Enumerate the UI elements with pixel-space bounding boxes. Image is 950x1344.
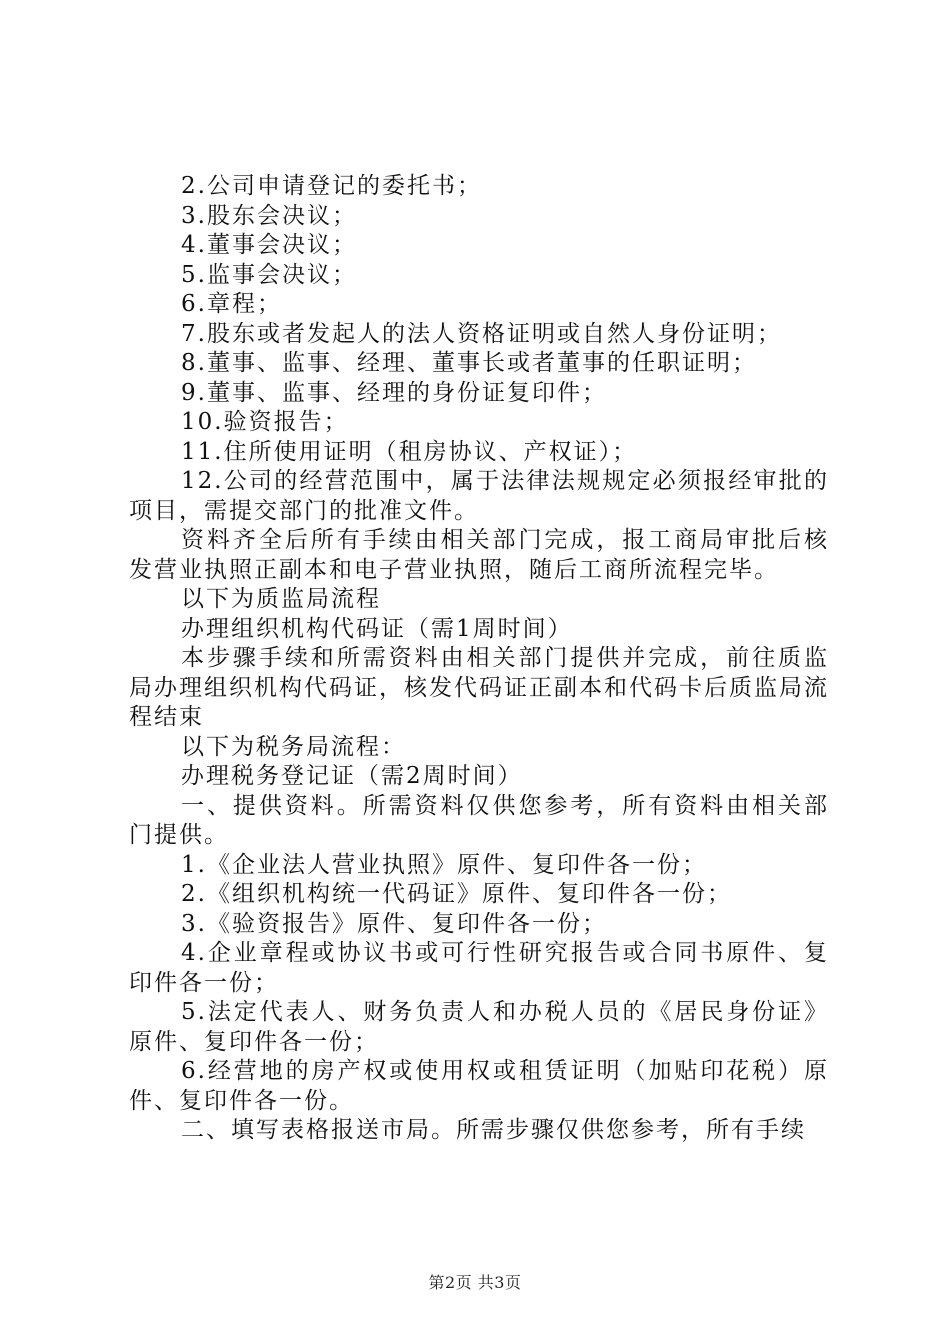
document-body	[129, 172, 829, 1146]
paragraph: 二、填写表格报送市局。所需步骤仅供您参考，所有手续	[181, 1117, 806, 1143]
paragraph: 6.经营地的房产权或使用权或租赁证明（加贴印花税）原件、复印件各一份。	[129, 1058, 829, 1114]
paragraph: 2.《组织机构统一代码证》原件、复印件各一份；	[181, 881, 732, 907]
section-heading: 以下为税务局流程：	[181, 733, 406, 760]
paragraph: 6.章程；	[181, 291, 282, 317]
paragraph: 资料齐全后所有手续由相关部门完成，报工商局审批后核发营业执照正副本和电子营业执照，随后工商所流程完毕。	[129, 527, 829, 583]
step-heading: 办理税务登记证（需2周时间）	[181, 763, 523, 789]
paragraph: 3.《验资报告》原件、复印件各一份；	[181, 910, 607, 937]
paragraph: 7.股东或者发起人的法人资格证明或自然人身份证明；	[181, 320, 782, 347]
paragraph: 11.住所使用证明（租房协议、产权证）；	[181, 438, 638, 465]
paragraph: 4.董事会决议；	[181, 232, 357, 258]
paragraph: 2.公司申请登记的委托书；	[181, 173, 482, 199]
paragraph: 12.公司的经营范围中，属于法律法规规定必须报经审批的项目，需提交部门的批准文件。	[129, 468, 829, 524]
paragraph: 一、提供资料。所需资料仅供您参考，所有资料由相关部门提供。	[129, 792, 829, 848]
page-number-footer: 第2页 共3页	[428, 1273, 522, 1292]
section-heading: 以下为质监局流程	[181, 586, 381, 612]
paragraph: 5.法定代表人、财务负责人和办税人员的《居民身份证》原件、复印件各一份；	[129, 999, 829, 1055]
paragraph: 1.《企业法人营业执照》原件、复印件各一份；	[181, 851, 707, 878]
paragraph: 4.企业章程或协议书或可行性研究报告或合同书原件、复印件各一份；	[129, 940, 829, 996]
paragraph: 10.验资报告；	[181, 409, 349, 435]
paragraph: 8.董事、监事、经理、董事长或者董事的任职证明；	[181, 350, 757, 376]
paragraph: 本步骤手续和所需资料由相关部门提供并完成，前往质监局办理组织机构代码证，核发代码证正副本和代码卡后质监局流程结束	[129, 645, 829, 730]
paragraph: 5.监事会决议；	[181, 261, 357, 288]
paragraph: 9.董事、监事、经理的身份证复印件；	[181, 379, 607, 406]
paragraph: 3.股东会决议；	[181, 202, 357, 229]
step-heading: 办理组织机构代码证（需1周时间）	[181, 615, 573, 642]
